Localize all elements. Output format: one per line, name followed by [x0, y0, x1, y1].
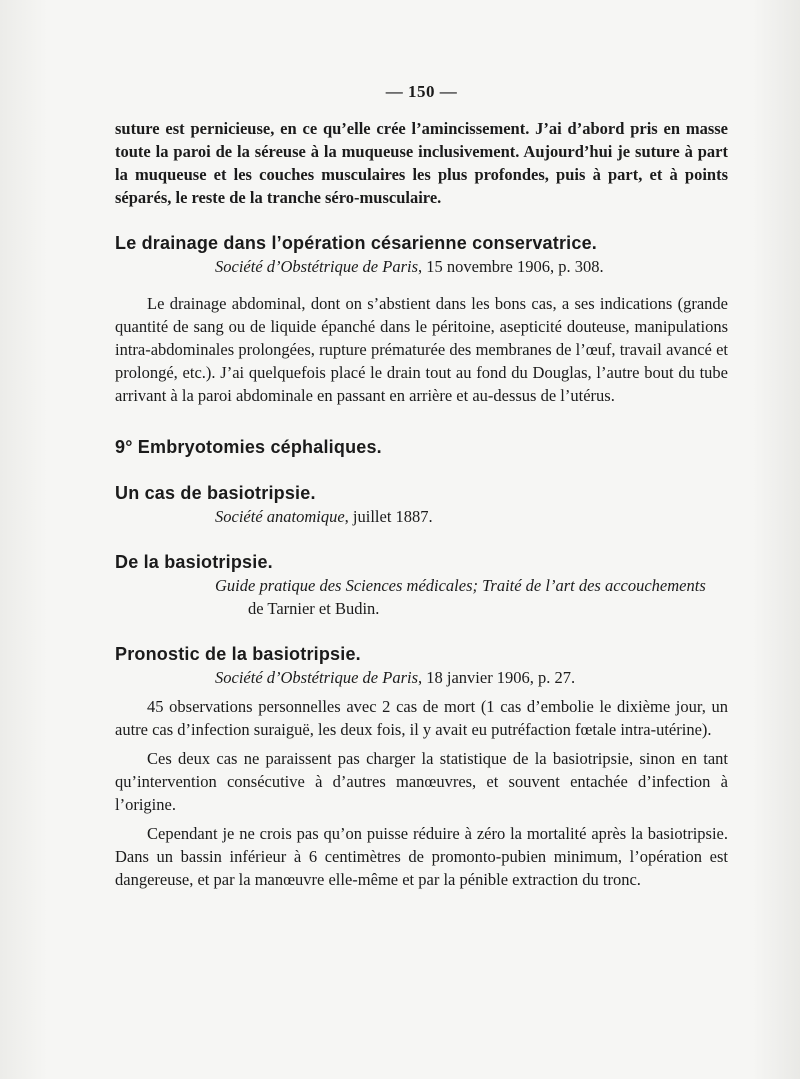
basiotripsie-title: De la basiotripsie. [115, 552, 273, 572]
prognostic-title: Pronostic de la basiotripsie. [115, 644, 361, 664]
basiotripsie-case-reference [115, 505, 728, 528]
drainage-title: Le drainage dans l’opération césarienne conservatrice. [115, 233, 597, 253]
prognostic-paragraph-3: Cependant je ne crois pas qu’on puisse réduire à zéro la mortalité après la basiotripsie. Dans un bassin inférieur à 6 centimètres de promonto-pubien minimum, l’opération est dangereuse, et par la manœuvre elle-même et par la pénible extraction du tronc. [115, 824, 728, 889]
drainage-ref-details: , 15 novembre 1906, p. 308. [418, 257, 604, 276]
basiotripsie-reference-line-2: de Tarnier et Budin. [248, 599, 380, 618]
prognostic-ref-journal: Société d’Obstétrique de Paris [215, 668, 418, 687]
drainage-ref-journal: Société d’Obstétrique de Paris [215, 257, 418, 276]
intro-paragraph: suture est pernicieuse, en ce qu’elle crée l’amincissement. J’ai d’abord pris en masse toute la paroi de la séreuse à la muqueuse inclusivement. Aujourd’hui je suture à part la muqueuse et les couches musculaires les plus profondes, puis à part, et à points séparés, le reste de la tranche séro-musculaire. [115, 119, 728, 207]
drainage-reference [115, 255, 728, 278]
basiotripsie-case-ref-journal: Société anatomique [215, 507, 345, 526]
drainage-body: Le drainage abdominal, dont on s’abstient dans les bons cas, a ses indications (grande quantité de sang ou de liquide épanché dans le péritoine, asepticité douteuse, manipulations intra-abdominales prolongées, rupture prématurée des membranes de l’œuf, travail avancé et prolongé, etc.). J’ai quelquefois placé le drain tout au fond du Douglas, l’autre bout du tube arrivant à la paroi abdominale en passant en arrière et au-dessus de l’utérus. [115, 294, 728, 405]
section-9-title: 9° Embryotomies céphaliques. [115, 437, 382, 457]
page-number: — 150 — [385, 82, 458, 101]
basiotripsie-case-ref-details: , juillet 1887. [344, 507, 433, 526]
basiotripsie-reference-line-1: Guide pratique des Sciences médicales; Traité de l’art des accouchements [215, 576, 706, 595]
prognostic-reference [115, 666, 728, 689]
prognostic-ref-details: , 18 janvier 1906, p. 27. [418, 668, 576, 687]
prognostic-paragraph-2: Ces deux cas ne paraissent pas charger la statistique de la basiotripsie, sinon en tant qu’intervention consécutive à d’autres manœuvres, et souvent entachée d’infection à l’origine. [115, 749, 728, 814]
basiotripsie-case-title: Un cas de basiotripsie. [115, 483, 316, 503]
prognostic-paragraph-1: 45 observations personnelles avec 2 cas de mort (1 cas d’embolie le dixième jour, un autre cas d’infection suraiguë, les deux fois, il y avait eu putréfaction fœtale intra-utérine). [115, 697, 728, 739]
page-content [115, 82, 728, 891]
